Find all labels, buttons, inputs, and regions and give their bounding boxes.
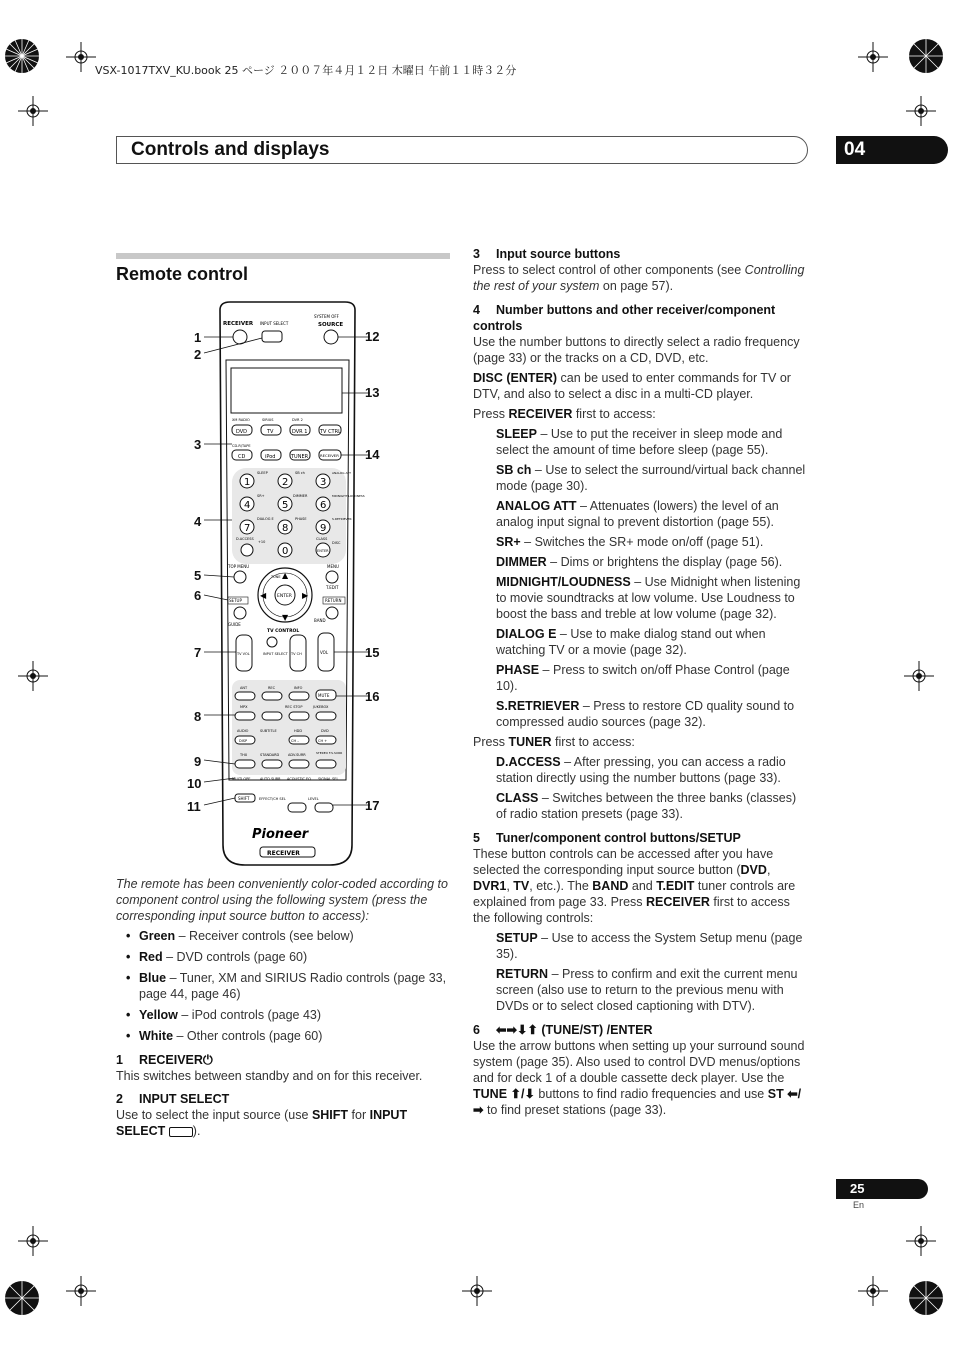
remote-control-illustration — [180, 300, 395, 868]
callout-4: 4 — [194, 514, 202, 529]
registration-mark-icon — [906, 1278, 946, 1318]
page-number: 25 — [850, 1181, 865, 1196]
item-4-heading: 4 Number buttons and other receiver/component controls — [473, 303, 776, 333]
remote-label-return: RETURN — [325, 598, 342, 603]
number-2-label: 2 — [282, 477, 289, 488]
crosshair-icon — [904, 661, 934, 691]
tv-input-select-button[interactable] — [267, 637, 277, 647]
item-5-text: These button controls can be accessed after you have selected the corresponding input source button (DVD, DVR1, TV, etc.). The BAND and T.EDIT tuner controls are explained from page 33. Press RECEIVER first to access the following controls: — [473, 847, 796, 925]
remote-label-sr-plus: SR+ — [257, 494, 265, 498]
remote-label-tv-vol: TV VOL — [237, 652, 250, 656]
remote-label-ant: ANT — [240, 686, 248, 690]
callout-6: 6 — [194, 588, 202, 603]
right-column — [473, 246, 807, 1122]
callout-1: 1 — [194, 330, 202, 345]
list-item: D.ACCESS – After pressing, you can access a radio station directly using the number buttons (page 33). — [496, 755, 786, 785]
remote-label-receiver: RECEIVER — [223, 321, 254, 327]
stop-button[interactable] — [289, 712, 309, 720]
arrow-left-icon: ◀ — [260, 591, 267, 600]
section-title: Remote control — [116, 264, 249, 284]
remote-label-tv-ctrl: TV CTRL — [320, 429, 341, 435]
remote-label-rec-stop: REC STOP — [285, 705, 303, 709]
callout-13: 13 — [365, 385, 380, 400]
callout-8: 8 — [194, 709, 202, 724]
number-4-label: 4 — [244, 500, 251, 511]
remote-label-dvr2: DVR 2 — [292, 418, 303, 422]
number-9-label: 9 — [320, 523, 327, 534]
number-3-label: 3 — [320, 477, 327, 488]
input-select-icon — [169, 1127, 193, 1137]
effect-plus-button[interactable] — [315, 803, 333, 812]
remote-label-mpx: MPX — [240, 705, 248, 709]
power-icon: ⏻ — [202, 1053, 213, 1067]
guide-button[interactable] — [234, 607, 246, 619]
section-rule — [116, 253, 450, 259]
number-1-label: 1 — [244, 477, 251, 488]
left-right-arrows-icon: ⬅/➡ — [473, 1087, 802, 1117]
remote-label-signal-sel: SIGNAL SEL — [318, 777, 339, 781]
item-3-heading: 3 Input source buttons — [473, 247, 621, 261]
crosshair-icon — [858, 1276, 888, 1306]
crosshair-icon — [858, 42, 888, 72]
remote-label-dimmer: DIMMER — [293, 494, 308, 498]
remote-label-source: SOURCE — [318, 322, 344, 328]
callout-12: 12 — [365, 329, 380, 344]
remote-label-vol: VOL — [320, 650, 329, 655]
list-item: CLASS – Switches between the three banks (classes) of radio station presets (page 33). — [496, 791, 797, 821]
remote-label-mute: MUTE — [318, 693, 330, 698]
list-item: SR+ – Switches the SR+ mode on/off (page 51). — [496, 535, 764, 549]
remote-label-acoustic-eq: ACOUSTIC EQ — [287, 777, 312, 781]
prev-button[interactable] — [235, 712, 255, 720]
remote-label-hdd: HDD — [294, 729, 303, 733]
remote-label-enter: ENTER — [277, 594, 292, 599]
pioneer-logo: Pioneer — [252, 827, 309, 842]
remote-label-thx: THX — [240, 753, 248, 757]
chapter-title-bar — [116, 136, 808, 164]
arrows-icon: ⬅➡⬇⬆ — [496, 1023, 538, 1037]
top-menu-button[interactable] — [234, 571, 246, 583]
remote-label-ch-plus: CH + — [318, 739, 328, 743]
remote-label-xm-radio: XM RADIO — [232, 418, 250, 422]
remote-label-ipod: iPod — [265, 454, 276, 460]
list-item: SETUP – Use to access the System Setup menu (page 35). — [496, 931, 803, 961]
remote-label-disp: DISP — [239, 739, 248, 743]
remote-label-guide: GUIDE — [228, 622, 241, 627]
list-item: • White – Other controls (page 60) — [126, 1028, 450, 1044]
remote-label-jukebox: JUKEBOX — [313, 705, 329, 709]
item-2-text: Use to select the input source (use SHIFT for INPUT SELECT ). — [116, 1108, 408, 1138]
item-3-text: Press to select control of other components (see Controlling the rest of your system on page 57). — [473, 263, 805, 293]
effect-minus-button[interactable] — [288, 803, 306, 812]
remote-label-s-retriever: S.RETRIEVER — [332, 517, 352, 521]
press-tuner-text: Press TUNER first to access: — [473, 735, 635, 749]
remote-label-info: INFO — [294, 686, 303, 690]
callout-16: 16 — [365, 689, 380, 704]
callout-17: 17 — [365, 798, 380, 813]
remote-label-top-menu: TOP MENU — [228, 564, 250, 569]
registration-mark-icon — [2, 1278, 42, 1318]
remote-label-rec: REC — [268, 686, 276, 690]
list-item: PHASE – Press to switch on/off Phase Control (page 10). — [496, 663, 790, 693]
callout-11: 11 — [187, 799, 201, 814]
crosshair-icon — [18, 96, 48, 126]
remote-label-tv-input-select: INPUT SELECT — [263, 652, 288, 656]
remote-label-system-off: SYSTEM OFF — [314, 314, 339, 319]
remote-label-t-edit: T.EDIT — [326, 585, 339, 590]
remote-label-subtitle: SUBTITLE — [260, 729, 277, 733]
number-8-label: 8 — [282, 523, 289, 534]
number-6-label: 6 — [320, 500, 327, 511]
callout-14: 14 — [365, 447, 380, 462]
callout-5: 5 — [194, 568, 202, 583]
left-column — [116, 876, 450, 1143]
remote-label-sirius: SIRIUS — [262, 418, 274, 422]
remote-label-phase: PHASE — [295, 517, 307, 521]
rewind-button[interactable] — [235, 692, 255, 700]
remote-label-effect-chsel: EFFECT/CH SEL — [259, 797, 286, 801]
remote-label-enter-small: ENTER — [317, 549, 329, 553]
remote-label-adv-surr: ADV.SURR — [288, 753, 306, 757]
remote-label-band: BAND — [314, 618, 326, 623]
next-button[interactable] — [316, 712, 336, 720]
crosshair-icon — [66, 42, 96, 72]
remote-label-tv: TV — [267, 429, 274, 435]
item-6-text: Use the arrow buttons when setting up your surround sound system (page 35). Also used to control DVD menus/options and for deck 1 of a double cassette deck player. Use the TUNE ⬆/⬇ buttons to find radio frequencies and use ST ⬅/➡ to find preset stations (page 33). — [473, 1039, 805, 1117]
remote-label-audio: AUDIO — [237, 729, 249, 733]
press-receiver-text: Press RECEIVER first to access: — [473, 407, 656, 421]
crosshair-icon — [66, 1276, 96, 1306]
color-coding-intro: The remote has been conveniently color-coded according to component control using the following system (press the corresponding input source button to access): — [116, 877, 448, 923]
remote-label-midnight: MIDNIGHT LOUDNESS — [332, 494, 365, 498]
remote-label-receiver-small: RECEIVER — [320, 453, 339, 458]
remote-label-sb-ch: SB ch — [295, 471, 305, 475]
list-item: SLEEP – Use to put the receiver in sleep mode and select the amount of time before sleep (page 55). — [496, 427, 783, 457]
adv-surr-button[interactable] — [289, 760, 309, 768]
remote-label-cd-r-tape: CD-R/TAPE — [232, 444, 251, 448]
receiver-power-button[interactable] — [233, 330, 247, 344]
remote-lcd-display — [231, 368, 342, 413]
remote-label-input-select: INPUT SELECT — [260, 321, 289, 326]
thx-button[interactable] — [235, 760, 255, 768]
remote-label-tune: TUNE — [271, 575, 281, 579]
crosshair-icon — [906, 1226, 936, 1256]
number-5-label: 5 — [282, 500, 289, 511]
number-0-label: 0 — [282, 546, 289, 557]
input-select-button[interactable] — [262, 331, 282, 342]
callout-7: 7 — [194, 645, 202, 660]
chapter-number-tab — [836, 136, 948, 164]
remote-label-receiver-bottom: RECEIVER — [267, 850, 300, 857]
list-item: • Blue – Tuner, XM and SIRIUS Radio controls (page 33, page 44, page 46) — [126, 970, 450, 1002]
up-down-arrows-icon: ⬆/⬇ — [507, 1087, 535, 1101]
remote-label-plus10: +10 — [258, 540, 266, 544]
color-coding-list — [126, 928, 450, 1044]
list-item: RETURN – Press to confirm and exit the current menu screen (also use to return to the previous menu with DVDs or to select closed captioning with DTV). — [496, 967, 798, 1013]
remote-label-tv-ch: TV CH — [291, 652, 302, 656]
item-5-heading: 5 Tuner/component control buttons/SETUP — [473, 831, 741, 845]
item-1-heading: 1 RECEIVER⏻ — [116, 1053, 213, 1067]
list-item: S.RETRIEVER – Press to restore CD quality sound to compressed audio sources (page 32). — [496, 699, 795, 729]
item-1-text: This switches between standby and on for this receiver. — [116, 1069, 423, 1083]
arrow-down-icon: ▼ — [282, 613, 289, 622]
remote-label-d-access: D.ACCESS — [236, 537, 254, 541]
band-button[interactable] — [326, 607, 338, 619]
list-item: • Green – Receiver controls (see below) — [126, 928, 450, 944]
arrow-up-icon: ▲ — [282, 571, 289, 580]
list-item: • Yellow – iPod controls (page 43) — [126, 1007, 450, 1023]
remote-label-auto-surr: AUTO SURR — [260, 777, 281, 781]
list-item: DIMMER – Dims or brightens the display (page 56). — [496, 555, 783, 569]
remote-label-cd: CD — [238, 454, 246, 460]
remote-label-standard: STANDARD — [260, 753, 280, 757]
registration-mark-icon — [2, 36, 42, 76]
item-2-heading: 2 INPUT SELECT — [116, 1092, 230, 1106]
crosshair-icon — [462, 1276, 492, 1306]
item-4-text: Use the number buttons to directly select a radio frequency (page 33) or the tracks on a CD, DVD, etc. — [473, 335, 800, 365]
callout-9: 9 — [194, 754, 202, 769]
pause-button[interactable] — [262, 712, 282, 720]
remote-label-level: LEVEL — [308, 797, 319, 801]
remote-label-dialog-e: DIALOG E — [257, 517, 274, 521]
list-item: • Red – DVD controls (page 60) — [126, 949, 450, 965]
remote-label-class: CLASS — [316, 537, 328, 541]
crosshair-icon — [18, 1226, 48, 1256]
remote-label-setup: SETUP — [229, 598, 242, 603]
arrow-right-icon: ▶ — [302, 591, 309, 600]
crosshair-icon — [18, 661, 48, 691]
disc-enter-text: DISC (ENTER) can be used to enter commands for TV or DTV, and also to select a disc in a multi-CD player. — [473, 371, 791, 401]
remote-label-tuner: TUNER — [291, 454, 309, 460]
remote-label-dvr1: DVR 1 — [292, 429, 308, 435]
remote-label-menu: MENU — [327, 564, 339, 569]
plus10-button[interactable] — [241, 544, 253, 556]
remote-label-multi-ope: MULTI OPE — [232, 777, 251, 781]
remote-label-dvd: DVD — [236, 429, 248, 435]
chapter-title: Controls and displays — [131, 139, 330, 160]
remote-label-dvd2: DVD — [321, 729, 329, 733]
remote-label-sleep: SLEEP — [257, 471, 268, 475]
menu-button[interactable] — [326, 571, 338, 583]
remote-label-stereo: STEREO F.S.SURR — [316, 751, 343, 755]
list-item: SB ch – Use to select the surround/virtual back channel mode (page 30). — [496, 463, 806, 493]
remote-label-analog-att: ANALOG ATT — [332, 471, 351, 475]
chapter-number: 04 — [844, 139, 866, 160]
callout-2: 2 — [194, 347, 202, 362]
callout-10: 10 — [187, 776, 202, 791]
list-item: MIDNIGHT/LOUDNESS – Use Midnight when listening to movie soundtracks at low volume. Use Loudness to boost the bass and treble at low volume (page 32). — [496, 575, 801, 621]
source-power-button[interactable] — [324, 330, 338, 344]
list-item: ANALOG ATT – Attenuates (lowers) the level of an analog input signal to prevent distortion (page 55). — [496, 499, 779, 529]
callout-15: 15 — [365, 645, 380, 660]
remote-label-ch-minus: CH – — [291, 739, 299, 743]
standard-button[interactable] — [262, 760, 282, 768]
registration-mark-icon — [906, 36, 946, 76]
remote-label-shift: SHIFT — [238, 796, 250, 801]
callout-3: 3 — [194, 437, 202, 452]
stereo-button[interactable] — [316, 760, 336, 768]
remote-label-disc: DISC — [332, 541, 341, 545]
remote-label-tv-control: TV CONTROL — [267, 629, 300, 634]
item-6-heading: 6 ⬅➡⬇⬆ (TUNE/ST) /ENTER — [473, 1023, 653, 1037]
page-number-tab — [836, 1179, 928, 1199]
fast-forward-button[interactable] — [289, 692, 309, 700]
file-header-line: VSX-1017TXV_KU.book 25 ページ ２００７年４月１２日 木曜日 午前１１時３２分 — [95, 64, 517, 77]
number-7-label: 7 — [244, 523, 251, 534]
language-code: En — [853, 1200, 865, 1210]
list-item: DIALOG E – Use to make dialog stand out when watching TV or a movie (page 32). — [496, 627, 766, 657]
play-button[interactable] — [262, 692, 282, 700]
crosshair-icon — [906, 96, 936, 126]
